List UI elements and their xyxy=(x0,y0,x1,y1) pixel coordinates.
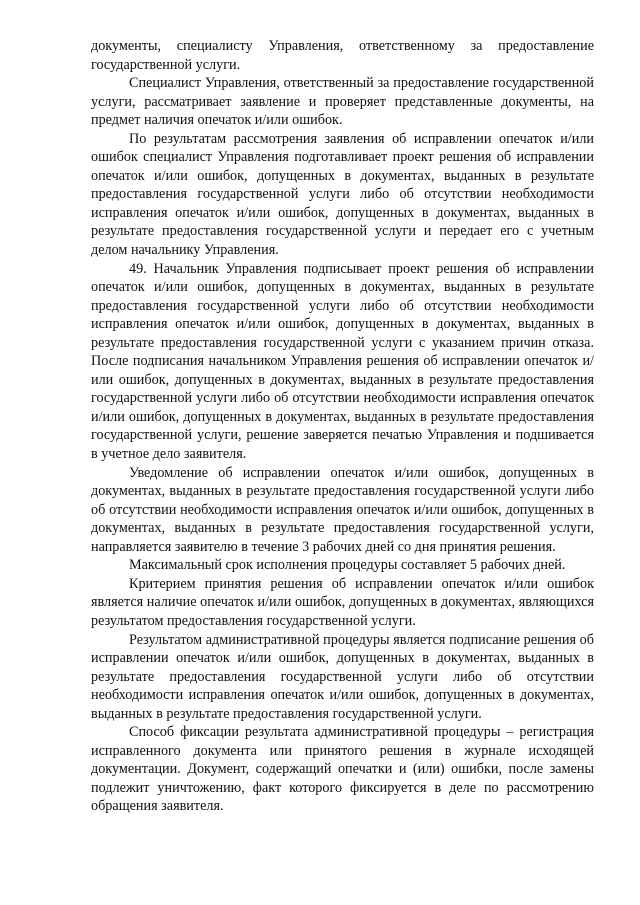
paragraph-continuation: документы, специалисту Управления, ответственному за предоставление государственной услуги. xyxy=(91,38,594,73)
paragraph-item-49: 49. Начальник Управления подписывает проект решения об исправлении опечаток и/или ошибок, допущенных в документах, выданных в результате предоставления государственной услуги либо об отсутствии необходимости исправления опечаток и/или ошибок, допущенных в документах, выданных в результате предоставления государственной услуги с указанием причин отказа. После подписания начальником Управления решения об исправлении опечаток и/или ошибок, допущенных в документах, выданных в результате предоставления государственной услуги либо об отсутствии необходимости исправления опечаток и/или ошибок, допущенных в документах, выданных в результате предоставления государственной услуги, решение заверяется печатью Управления и подшивается в учетное дело заявителя. xyxy=(91,260,594,463)
document-body xyxy=(91,37,594,816)
paragraph-notification: Уведомление об исправлении опечаток и/или ошибок, допущенных в документах, выданных в результате предоставления государственной услуги либо об отсутствии необходимости исправления опечаток и/или ошибок, допущенных в документах, выданных в результате предоставления государственной услуги, направляется заявителю в течение 3 рабочих дней со дня принятия решения. xyxy=(91,464,594,555)
paragraph-draft-decision: По результатам рассмотрения заявления об исправлении опечаток и/или ошибок специалист Управления подготавливает проект решения об исправлении опечаток и/или ошибок, допущенных в документах, выданных в результате предоставления государственной услуги либо об отсутствии необходимости исправления опечаток и/или ошибок, допущенных в документах, выданных в результате предоставления государственной услуги и передает его с учетным делом начальнику Управления. xyxy=(91,130,594,259)
paragraph-fixation-method: Способ фиксации результата административной процедуры – регистрация исправленного документа или принятого решения в журнале исходящей документации. Документ, содержащий опечатки и (или) ошибки, после замены подлежит уничтожению, факт которого фиксируется в деле по рассмотрению обращения заявителя. xyxy=(91,724,594,815)
paragraph-specialist-review: Специалист Управления, ответственный за предоставление государственной услуги, рассматривает заявление и проверяет представленные документы, на предмет наличия опечаток и/или ошибок. xyxy=(91,75,594,129)
paragraph-result: Результатом административной процедуры является подписание решения об исправлении опечаток и/или ошибок, допущенных в документах, выданных в результате предоставления государственной услуги либо об отсутствии необходимости исправления опечаток и/или ошибок, допущенных в документах, выданных в результате предоставления государственной услуги. xyxy=(91,631,594,722)
paragraph-max-term: Максимальный срок исполнения процедуры составляет 5 рабочих дней. xyxy=(129,557,566,574)
paragraph-criterion: Критерием принятия решения об исправлении опечаток и/или ошибок является наличие опечаток и/или ошибок, допущенных в документах, являющихся результатом предоставления государственной услуги. xyxy=(91,575,594,629)
